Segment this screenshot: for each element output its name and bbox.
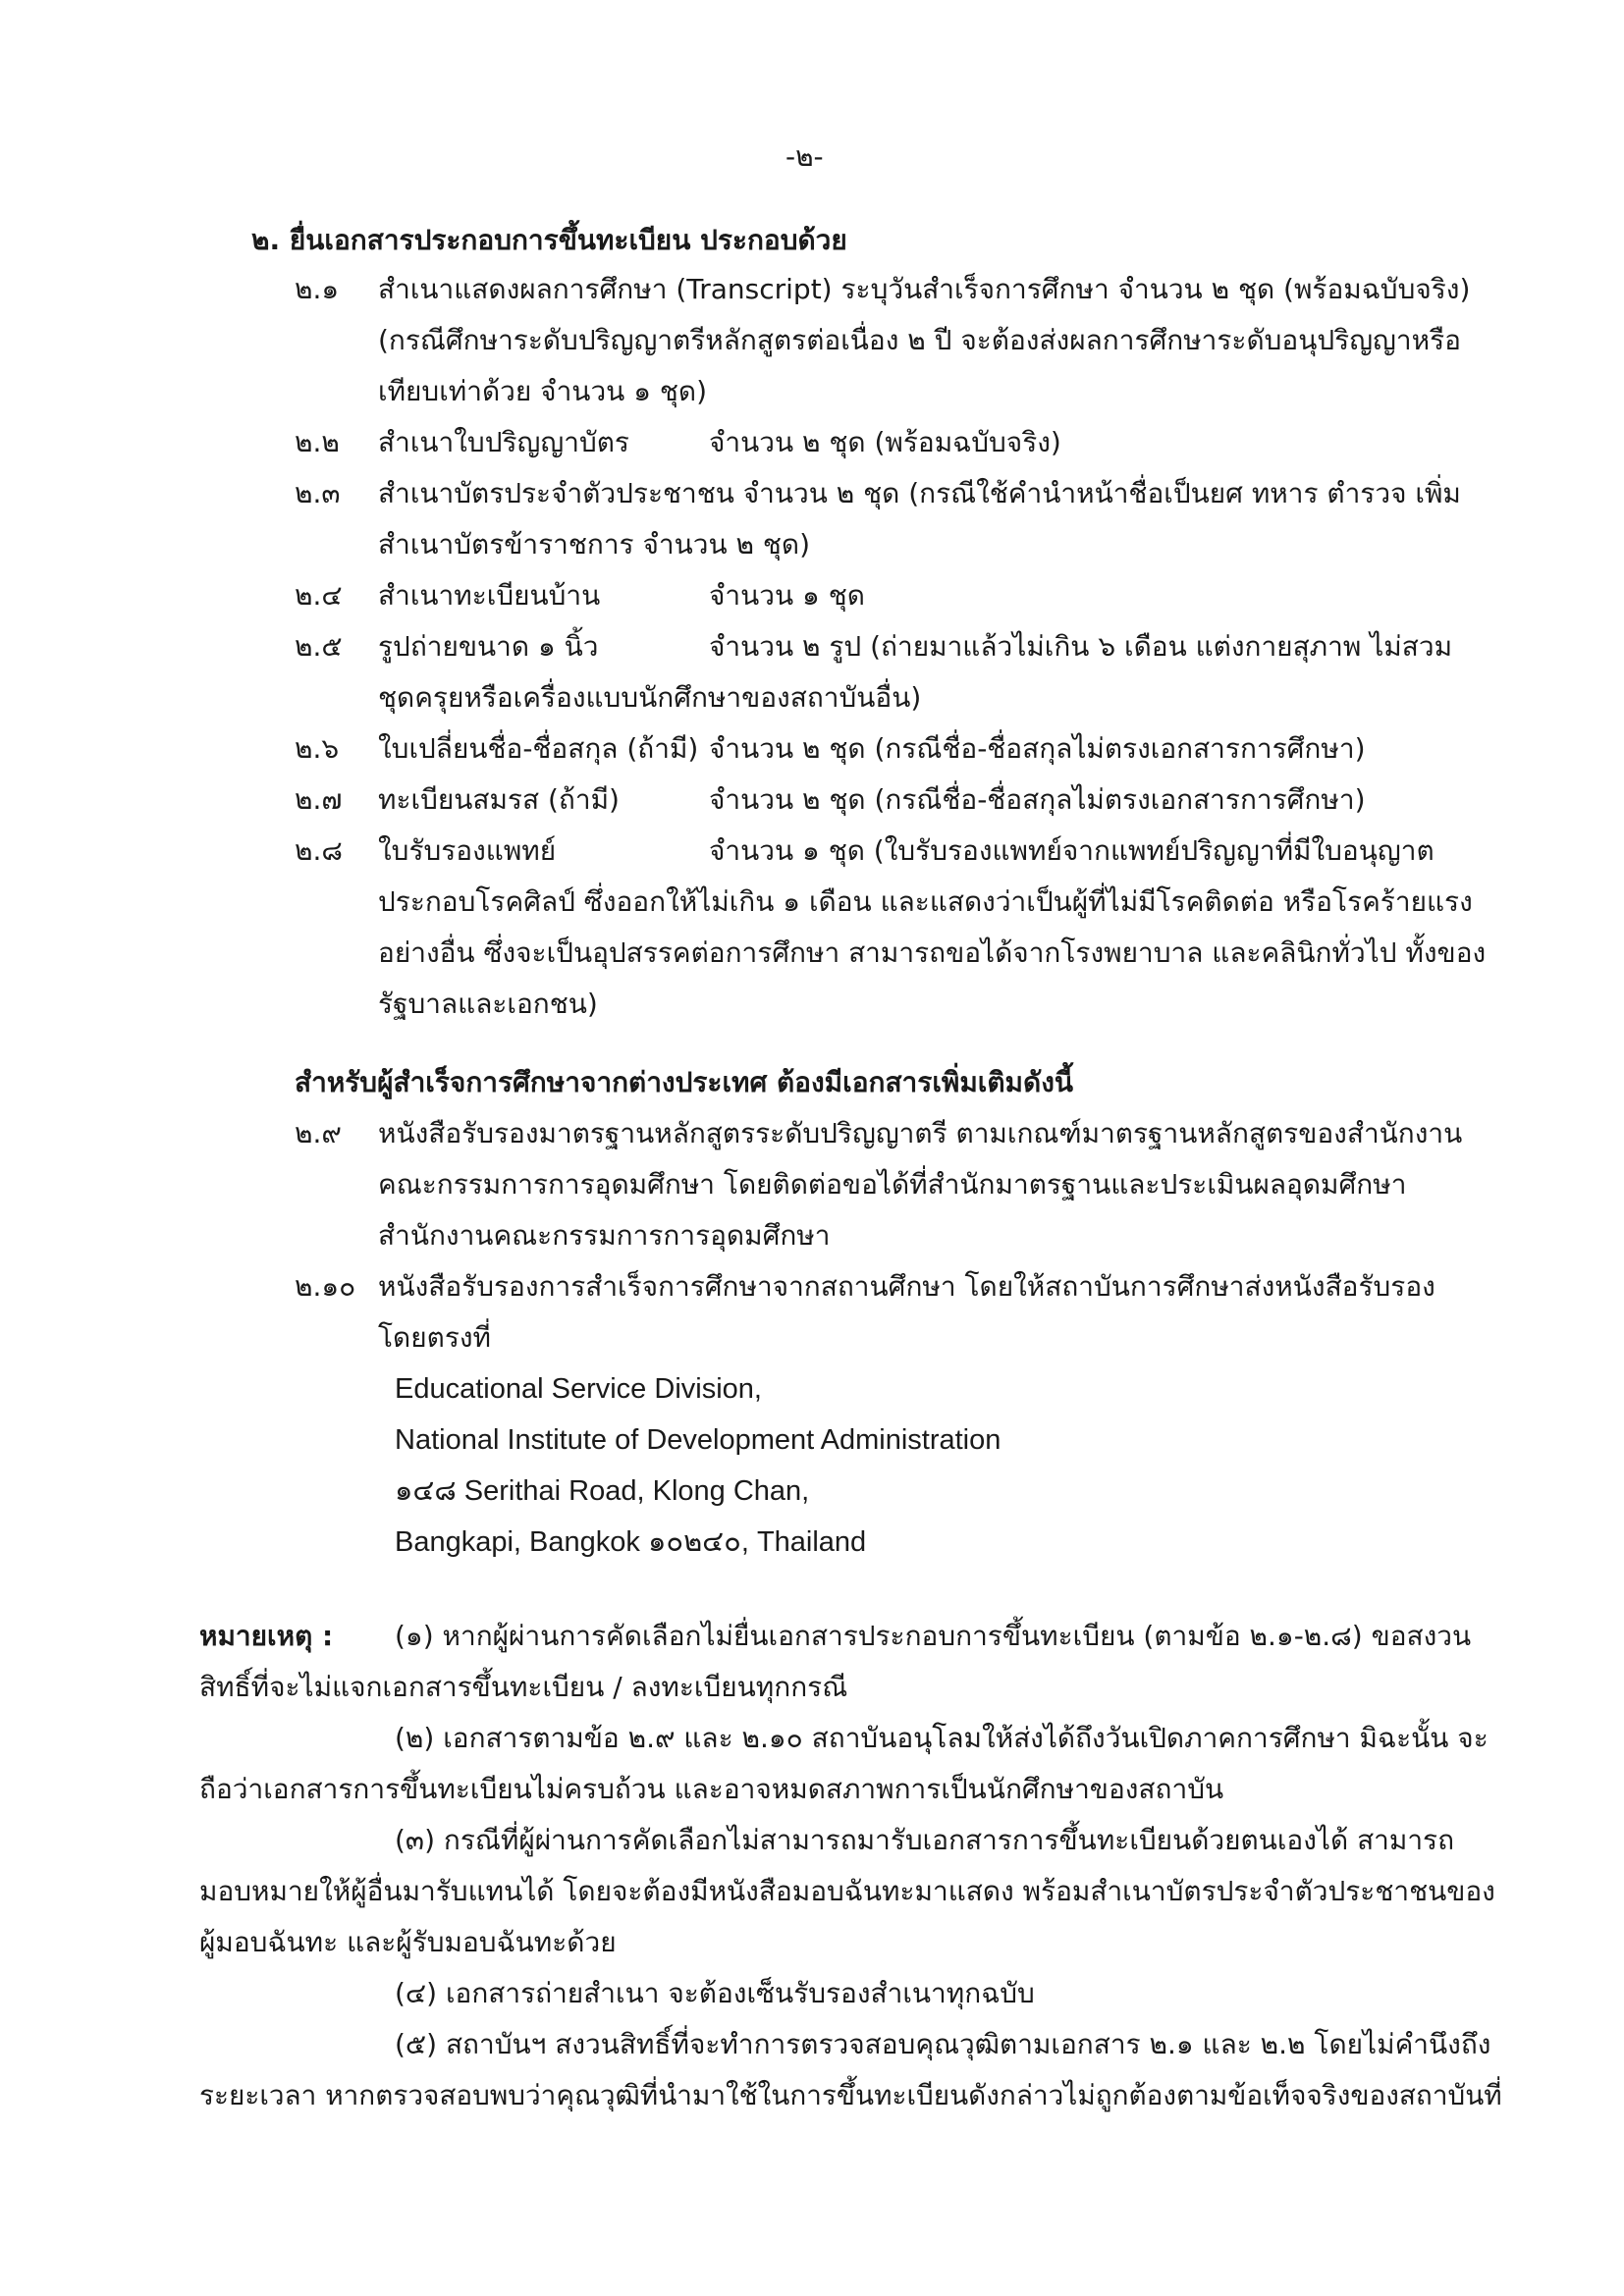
item-text: สำนักงานคณะกรรมการการอุดมศึกษา bbox=[378, 1219, 831, 1252]
item-number: ๒.๓ bbox=[295, 477, 341, 509]
address-line: Bangkapi, Bangkok ๑๐๒๔๐, Thailand bbox=[395, 1526, 867, 1558]
item-number: ๒.๒ bbox=[295, 426, 340, 458]
item-text: หนังสือรับรองการสำเร็จการศึกษาจากสถานศึกษา โดยให้สถาบันการศึกษาส่งหนังสือรับรอง bbox=[378, 1270, 1435, 1303]
item-quantity: จำนวน ๑ ชุด (ใบรับรองแพทย์จากแพทย์ปริญญาที่มีใบอนุญาต bbox=[709, 834, 1435, 867]
notes-label: หมายเหตุ : bbox=[199, 1620, 334, 1652]
item-text: เทียบเท่าด้วย จำนวน ๑ ชุด) bbox=[378, 375, 707, 407]
item-name: สำเนาใบปริญญาบัตร bbox=[378, 426, 629, 458]
item-name: สำเนาทะเบียนบ้าน bbox=[378, 579, 601, 612]
note-text: (๑) หากผู้ผ่านการคัดเลือกไม่ยื่นเอกสารประกอบการขึ้นทะเบียน (ตามข้อ ๒.๑-๒.๘) ขอสงวน bbox=[395, 1620, 1472, 1652]
item-name: รูปถ่ายขนาด ๑ นิ้ว bbox=[378, 630, 599, 663]
item-name: ใบรับรองแพทย์ bbox=[378, 834, 557, 867]
item-name: ทะเบียนสมรส (ถ้ามี) bbox=[378, 783, 620, 816]
item-text: ประกอบโรคศิลป์ ซึ่งออกให้ไม่เกิน ๑ เดือน และแสดงว่าเป็นผู้ที่ไม่มีโรคติดต่อ หรือโรคร้ายแรง bbox=[378, 885, 1473, 918]
item-quantity: จำนวน ๒ รูป (ถ่ายมาแล้วไม่เกิน ๖ เดือน แต่งกายสุภาพ ไม่สวม bbox=[709, 630, 1453, 663]
item-text: รัฐบาลและเอกชน) bbox=[378, 988, 598, 1020]
note-text: (๒) เอกสารตามข้อ ๒.๙ และ ๒.๑๐ สถาบันอนุโลมให้ส่งได้ถึงวันเปิดภาคการศึกษา มิฉะนั้น จะ bbox=[395, 1722, 1489, 1754]
item-quantity: จำนวน ๒ ชุด (กรณีชื่อ-ชื่อสกุลไม่ตรงเอกสารการศึกษา) bbox=[709, 732, 1366, 765]
note-text: (๔) เอกสารถ่ายสำเนา จะต้องเซ็นรับรองสำเนาทุกฉบับ bbox=[395, 1977, 1035, 2009]
note-text: (๓) กรณีที่ผู้ผ่านการคัดเลือกไม่สามารถมารับเอกสารการขึ้นทะเบียนด้วยตนเองได้ สามารถ bbox=[395, 1824, 1455, 1856]
item-text: สำเนาบัตรประจำตัวประชาชน จำนวน ๒ ชุด (กรณีใช้คำนำหน้าชื่อเป็นยศ ทหาร ตำรวจ เพิ่ม bbox=[378, 477, 1461, 509]
item-name: ใบเปลี่ยนชื่อ-ชื่อสกุล (ถ้ามี) bbox=[378, 732, 699, 765]
item-quantity: จำนวน ๒ ชุด (กรณีชื่อ-ชื่อสกุลไม่ตรงเอกสารการศึกษา) bbox=[709, 783, 1366, 816]
item-text: คณะกรรมการการอุดมศึกษา โดยติดต่อขอได้ที่สำนักมาตรฐานและประเมินผลอุดมศึกษา bbox=[378, 1168, 1407, 1201]
address-line: ๑๔๘ Serithai Road, Klong Chan, bbox=[395, 1475, 810, 1507]
note-text: มอบหมายให้ผู้อื่นมารับแทนได้ โดยจะต้องมีหนังสือมอบฉันทะมาแสดง พร้อมสำเนาบัตรประจำตัวประชาชนของ bbox=[199, 1875, 1495, 1907]
address-line: National Institute of Development Administration bbox=[395, 1424, 1001, 1456]
item-text: อย่างอื่น ซึ่งจะเป็นอุปสรรคต่อการศึกษา สามารถขอได้จากโรงพยาบาล และคลินิกทั่วไป ทั้งของ bbox=[378, 936, 1487, 969]
item-text: (กรณีศึกษาระดับปริญญาตรีหลักสูตรต่อเนื่อง ๒ ปี จะต้องส่งผลการศึกษาระดับอนุปริญญาหรือ bbox=[378, 324, 1461, 356]
note-text: ระยะเวลา หากตรวจสอบพบว่าคุณวุฒิที่นำมาใช้ในการขึ้นทะเบียนดังกล่าวไม่ถูกต้องตามข้อเท็จจริงของสถาบันที่ bbox=[199, 2079, 1502, 2111]
item-text: สำเนาบัตรข้าราชการ จำนวน ๒ ชุด) bbox=[378, 528, 810, 561]
item-number: ๒.๑๐ bbox=[295, 1270, 356, 1303]
item-number: ๒.๗ bbox=[295, 783, 343, 816]
item-text: ชุดครุยหรือเครื่องแบบนักศึกษาของสถาบันอื่น) bbox=[378, 681, 922, 714]
item-number: ๒.๑ bbox=[295, 273, 340, 305]
item-number: ๒.๙ bbox=[295, 1117, 342, 1149]
item-number: ๒.๖ bbox=[295, 732, 340, 765]
foreign-heading: สำหรับผู้สำเร็จการศึกษาจากต่างประเทศ ต้องมีเอกสารเพิ่มเติมดังนี้ bbox=[295, 1066, 1074, 1098]
section-title: ๒. ยื่นเอกสารประกอบการขึ้นทะเบียน ประกอบด้วย bbox=[251, 224, 847, 256]
item-quantity: จำนวน ๑ ชุด bbox=[709, 579, 865, 612]
item-text: โดยตรงที่ bbox=[378, 1321, 491, 1354]
item-text: หนังสือรับรองมาตรฐานหลักสูตรระดับปริญญาตรี ตามเกณฑ์มาตรฐานหลักสูตรของสำนักงาน bbox=[378, 1117, 1463, 1149]
note-text: (๕) สถาบันฯ สงวนสิทธิ์ที่จะทำการตรวจสอบคุณวุฒิตามเอกสาร ๒.๑ และ ๒.๒ โดยไม่คำนึงถึง bbox=[395, 2028, 1491, 2060]
item-number: ๒.๔ bbox=[295, 579, 343, 612]
item-number: ๒.๕ bbox=[295, 630, 343, 663]
note-text: ถือว่าเอกสารการขึ้นทะเบียนไม่ครบถ้วน และอาจหมดสภาพการเป็นนักศึกษาของสถาบัน bbox=[199, 1773, 1224, 1805]
item-number: ๒.๘ bbox=[295, 834, 343, 867]
note-text: สิทธิ์ที่จะไม่แจกเอกสารขึ้นทะเบียน / ลงทะเบียนทุกกรณี bbox=[199, 1671, 848, 1703]
item-quantity: จำนวน ๒ ชุด (พร้อมฉบับจริง) bbox=[709, 426, 1061, 458]
item-text: สำเนาแสดงผลการศึกษา (Transcript) ระบุวันสำเร็จการศึกษา จำนวน ๒ ชุด (พร้อมฉบับจริง) bbox=[378, 273, 1471, 305]
page-number: -๒- bbox=[785, 140, 824, 173]
note-text: ผู้มอบฉันทะ และผู้รับมอบฉันทะด้วย bbox=[199, 1926, 617, 1958]
address-line: Educational Service Division, bbox=[395, 1373, 762, 1405]
